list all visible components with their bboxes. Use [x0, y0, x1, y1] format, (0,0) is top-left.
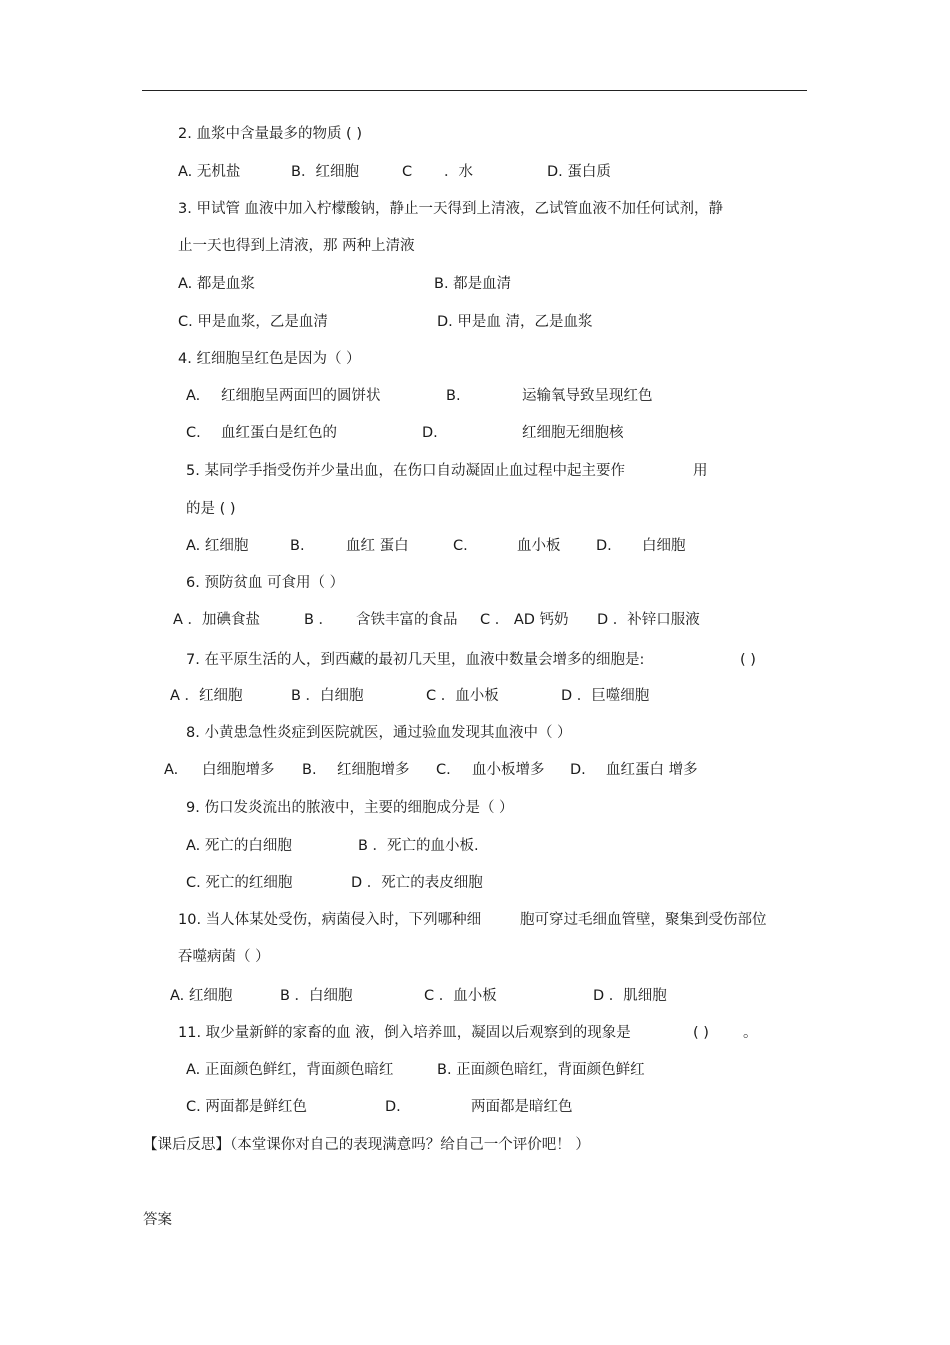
- option-10a: A. 红细胞: [170, 988, 233, 1004]
- option-5d-text: 白细胞: [642, 538, 686, 554]
- option-3d: D. 甲是血 清，乙是血浆: [437, 314, 593, 330]
- option-2a: A. 无机盐: [178, 164, 241, 180]
- option-6c: C ． AD 钙奶: [480, 612, 569, 628]
- option-8b-text: 红细胞增多: [337, 762, 410, 778]
- option-5b-label: B.: [290, 538, 305, 554]
- option-11d-text: 两面都是暗红色: [471, 1099, 573, 1115]
- option-2d: D. 蛋白质: [547, 164, 611, 180]
- option-5d-label: D.: [596, 538, 612, 554]
- option-4b-label: B.: [446, 388, 461, 404]
- question-11-paren: ( ): [693, 1025, 709, 1041]
- reflection-heading: 【课后反思】（本堂课你对自己的表现满意吗？给自己一个评价吧！ ）: [143, 1137, 590, 1153]
- question-2: 2. 血浆中含量最多的物质 ( ): [178, 126, 362, 142]
- option-10b: B ．白细胞: [280, 988, 353, 1004]
- option-8b-label: B.: [302, 762, 317, 778]
- option-4c-label: C.: [186, 425, 201, 441]
- option-5c-text: 血小板: [517, 538, 561, 554]
- option-6b-text: 含铁丰富的食品: [356, 612, 458, 628]
- option-11d-label: D.: [385, 1099, 401, 1115]
- question-3-line-1: 3. 甲试管 血液中加入柠檬酸钠，静止一天得到上清液，乙试管血液不加任何试剂，静: [178, 201, 724, 217]
- option-4d-text: 红细胞无细胞核: [522, 425, 624, 441]
- option-2c-text: ．水: [444, 164, 473, 180]
- option-9c: C. 死亡的红细胞: [186, 875, 293, 891]
- option-8d-text: 血红蛋白 增多: [606, 762, 698, 778]
- option-6d: D ．补锌口服液: [597, 612, 700, 628]
- answer-heading: 答案: [143, 1212, 172, 1228]
- question-3-line-2: 止一天也得到上清液，那 两种上清液: [178, 238, 415, 254]
- option-3b: B. 都是血清: [434, 276, 512, 292]
- question-10-line-1: 10. 当人体某处受伤，病菌侵入时，下列哪种细: [178, 912, 482, 928]
- option-9b: B ．死亡的血小板.: [358, 838, 479, 854]
- option-9d: D ．死亡的表皮细胞: [351, 875, 483, 891]
- option-10d: D ．肌细胞: [593, 988, 667, 1004]
- question-7-paren: ( ): [740, 652, 756, 668]
- option-7c: C ．血小板: [426, 688, 499, 704]
- option-6a: A ．加碘食盐: [173, 612, 261, 628]
- option-4a-label: A.: [186, 388, 201, 404]
- option-5a: A. 红细胞: [186, 538, 249, 554]
- option-11b: B. 正面颜色暗红，背面颜色鲜红: [437, 1062, 645, 1078]
- question-11-end: 。: [743, 1025, 758, 1041]
- option-4b-text: 运输氧导致呈现红色: [522, 388, 653, 404]
- question-7: 7. 在平原生活的人，到西藏的最初几天里，血液中数量会增多的细胞是:: [186, 652, 645, 668]
- question-4: 4. 红细胞呈红色是因为（ ）: [178, 351, 361, 367]
- option-4d-label: D.: [422, 425, 438, 441]
- question-11: 11. 取少量新鲜的家畜的血 液，倒入培养皿，凝固以后观察到的现象是: [178, 1025, 631, 1041]
- option-10c: C ．血小板: [424, 988, 497, 1004]
- option-8a-label: A.: [164, 762, 179, 778]
- question-5-line-2: 的是 ( ): [186, 501, 236, 517]
- header-rule: [142, 90, 807, 91]
- option-5c-label: C.: [453, 538, 468, 554]
- option-6b-label: B ．: [304, 612, 334, 628]
- question-10-line-2: 吞噬病菌（ ）: [178, 949, 270, 965]
- option-2c-label: C: [402, 164, 413, 180]
- option-9a: A. 死亡的白细胞: [186, 838, 292, 854]
- question-8: 8. 小黄患急性炎症到医院就医，通过验血发现其血液中（ ）: [186, 725, 572, 741]
- option-2b: B．红细胞: [291, 164, 359, 180]
- question-5-line-1: 5. 某同学手指受伤并少量出血，在伤口自动凝固止血过程中起主要作: [186, 463, 625, 479]
- question-10-line-1-end: 胞可穿过毛细血管壁，聚集到受伤部位: [520, 912, 767, 928]
- option-8c-label: C.: [436, 762, 451, 778]
- option-8a-text: 白细胞增多: [202, 762, 275, 778]
- option-11c: C. 两面都是鲜红色: [186, 1099, 307, 1115]
- question-6: 6. 预防贫血 可食用（ ）: [186, 575, 345, 591]
- question-5-line-1-end: 用: [693, 463, 708, 479]
- option-7d: D ．巨噬细胞: [561, 688, 650, 704]
- option-5b-text: 血红 蛋白: [346, 538, 409, 554]
- option-3a: A. 都是血浆: [178, 276, 255, 292]
- option-8d-label: D.: [570, 762, 586, 778]
- option-11a: A. 正面颜色鲜红，背面颜色暗红: [186, 1062, 394, 1078]
- option-3c: C. 甲是血浆，乙是血清: [178, 314, 328, 330]
- question-9: 9. 伤口发炎流出的脓液中，主要的细胞成分是（ ）: [186, 800, 514, 816]
- option-7b: B ．白细胞: [291, 688, 364, 704]
- option-7a: A ．红细胞: [170, 688, 243, 704]
- option-4c-text: 血红蛋白是红色的: [221, 425, 337, 441]
- option-8c-text: 血小板增多: [472, 762, 545, 778]
- option-4a-text: 红细胞呈两面凹的圆饼状: [221, 388, 381, 404]
